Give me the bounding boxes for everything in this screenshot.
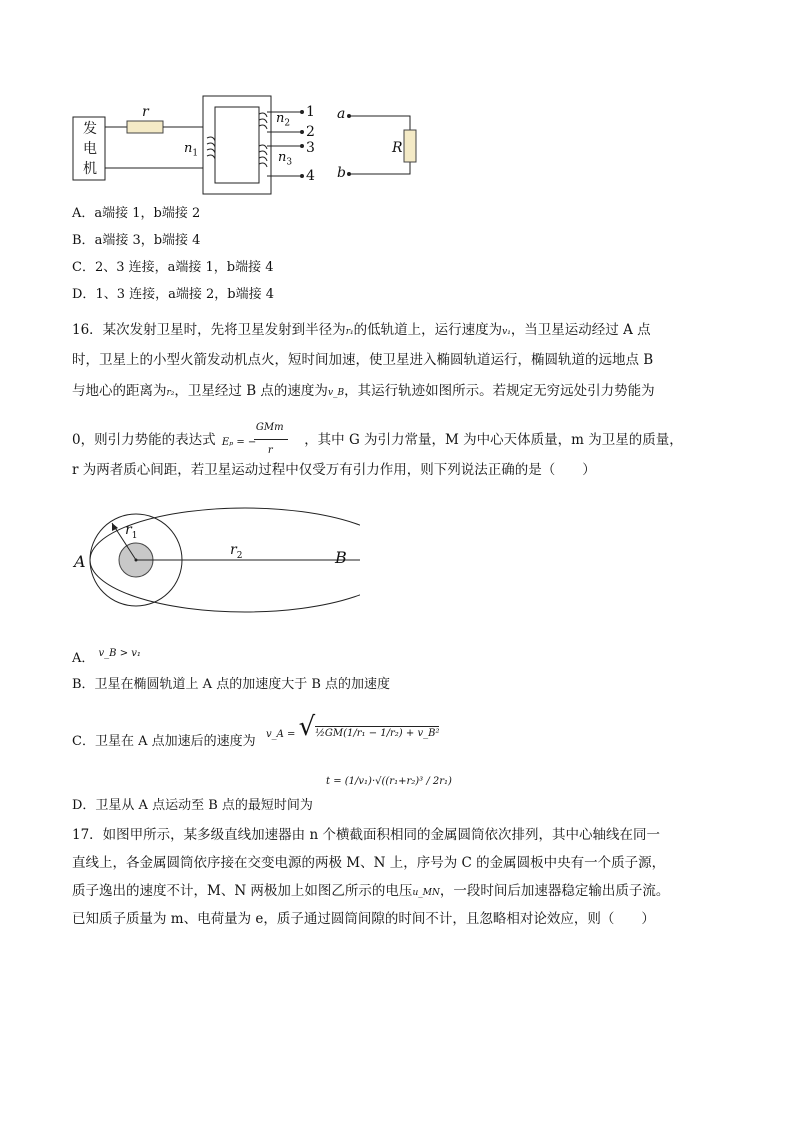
option-d-formula: t = (1/v₁)·√((r₁+r₂)³ / 2r₁) bbox=[326, 776, 452, 787]
option-text: a端接 3，b端接 4 bbox=[94, 233, 201, 248]
q17-line-4: 已知质子质量为 m、电荷量为 e，质子通过圆筒间隙的时间不计，且忽略相对论效应，则（ ） bbox=[72, 911, 655, 927]
q15-option-a[interactable] bbox=[72, 205, 200, 223]
orbit-point-A-label: A bbox=[74, 552, 86, 571]
q16-option-b[interactable]: B．卫星在椭圆轨道上 A 点的加速度大于 B 点的加速度 bbox=[72, 677, 391, 692]
orbit-r2-label: $r_2$ bbox=[230, 542, 243, 561]
option-letter: C． bbox=[72, 260, 95, 275]
orbit-figure bbox=[70, 500, 360, 650]
orbit-point-B-label: B bbox=[335, 548, 347, 567]
option-letter: B． bbox=[72, 233, 95, 248]
resistor-r-label: r bbox=[142, 104, 149, 120]
q16-option-a[interactable] bbox=[72, 650, 141, 669]
q16-line-3: 与地心的距离为r₂，卫星经过 B 点的速度为v_B，其运行轨迹如图所示。若规定无穷远处引力势能为 bbox=[72, 383, 655, 399]
n2-label: $n_2$ bbox=[276, 111, 291, 129]
terminal-2-dot bbox=[300, 130, 304, 134]
terminal-2-label: 2 bbox=[306, 124, 315, 140]
n1-label: $n_1$ bbox=[184, 141, 199, 159]
q16-line-2: 时，卫星上的小型火箭发动机点火，短时间加速，使卫星进入椭圆轨道运行，椭圆轨道的远地点 B bbox=[72, 352, 654, 368]
terminal-3-dot bbox=[300, 144, 304, 148]
q16-line-1: 16．某次发射卫星时，先将卫星发射到半径为r₁的低轨道上，运行速度为v₁，当卫星运动经过 A 点 bbox=[72, 322, 651, 338]
terminal-a-label: a bbox=[337, 106, 346, 122]
generator-char-3: 机 bbox=[83, 161, 97, 177]
potential-energy-formula: Eₚ = − GMm r bbox=[220, 431, 300, 451]
generator-char-1: 发 bbox=[83, 121, 97, 137]
symbol-r2: r₂ bbox=[166, 388, 175, 398]
q16-option-d[interactable] bbox=[72, 797, 313, 815]
generator-label bbox=[74, 119, 106, 179]
q17-line-3: 质子逸出的速度不计，M、N 两极加上如图乙所示的电压u_MN，一段时间后加速器稳定输出质子流。 bbox=[72, 883, 670, 899]
option-text: D．卫星从 A 点运动至 B 点的最短时间为 bbox=[72, 798, 313, 813]
q17-line-1: 17．如图甲所示，某多级直线加速器由 n 个横截面积相同的金属圆筒依次排列，其中心轴线在同一 bbox=[72, 827, 660, 843]
q16-option-c[interactable] bbox=[72, 733, 256, 751]
resistor-R-label: R bbox=[392, 140, 403, 156]
option-letter: D． bbox=[72, 287, 96, 302]
option-text: 1、3 连接，a端接 2，b端接 4 bbox=[95, 287, 274, 302]
option-c-formula: v_A = √½GM(1/r₁ − 1/r₂) + v_B² bbox=[266, 712, 440, 742]
option-letter: A． bbox=[72, 651, 95, 666]
resistor-R bbox=[404, 130, 416, 162]
option-a-formula: v_B > v₁ bbox=[98, 648, 141, 659]
option-letter: A． bbox=[72, 206, 95, 221]
generator-char-2: 电 bbox=[83, 141, 97, 157]
orbit-r1-label: $r_1$ bbox=[125, 522, 138, 541]
symbol-v1: v₁ bbox=[502, 327, 511, 337]
terminal-b-label: b bbox=[337, 165, 346, 181]
symbol-r1: r₁ bbox=[345, 327, 354, 337]
terminal-4-label: 4 bbox=[306, 168, 315, 184]
option-text: 2、3 连接，a端接 1，b端接 4 bbox=[94, 260, 274, 275]
q15-option-d[interactable] bbox=[72, 286, 274, 304]
symbol-vB: v_B bbox=[327, 388, 345, 398]
terminal-1-dot bbox=[300, 110, 304, 114]
terminal-1-label: 1 bbox=[306, 104, 315, 120]
resistor-r bbox=[127, 121, 163, 133]
transformer-circuit-figure bbox=[70, 90, 430, 200]
q16-line-5: r 为两者质心间距，若卫星运动过程中仅受万有引力作用，则下列说法正确的是（ ） bbox=[72, 462, 596, 478]
q15-option-c[interactable] bbox=[72, 259, 274, 277]
n3-label: $n_3$ bbox=[278, 150, 293, 168]
terminal-4-dot bbox=[300, 174, 304, 178]
symbol-uMN: u_MN bbox=[412, 888, 440, 898]
option-text: a端接 1，b端接 2 bbox=[94, 206, 201, 221]
option-text: C．卫星在 A 点加速后的速度为 bbox=[72, 734, 256, 749]
q17-line-2: 直线上，各金属圆筒依序接在交变电源的两极 M、N 上，序号为 C 的金属圆板中央有一个质子源， bbox=[72, 855, 666, 871]
q16-line-4: 0，则引力势能的表达式 Eₚ = − GMm r ，其中 G 为引力常量，M 为中心天体质量，m 为卫星的质量， bbox=[72, 421, 683, 456]
q15-option-b[interactable] bbox=[72, 232, 200, 250]
terminal-3-label: 3 bbox=[306, 140, 315, 156]
